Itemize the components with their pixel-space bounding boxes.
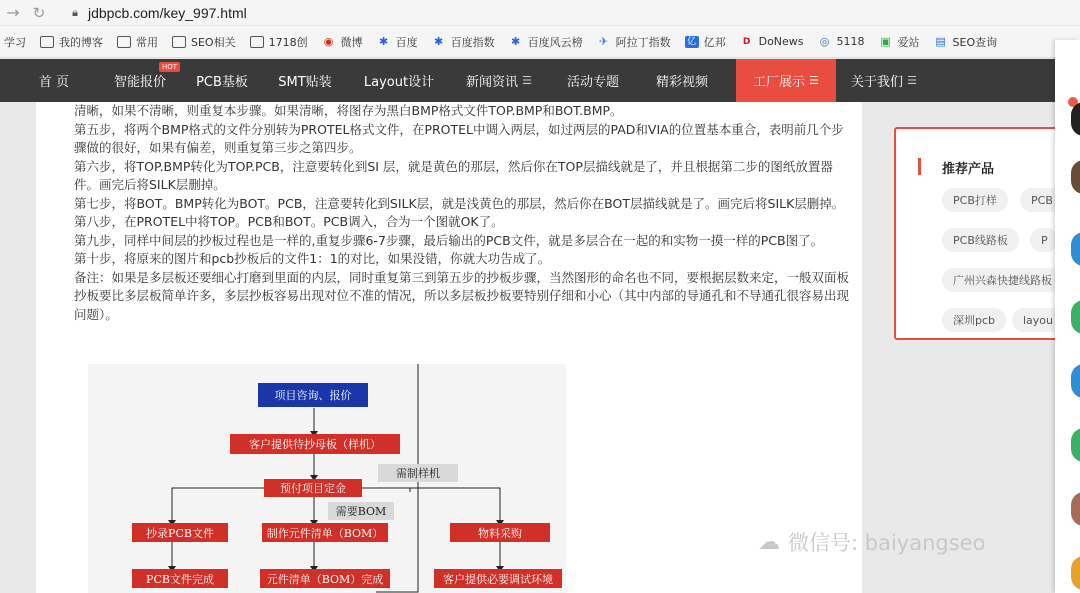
weibo-icon: ◉ <box>323 34 334 48</box>
folder-icon <box>172 36 186 48</box>
nav-label: 新闻资讯 <box>466 75 519 90</box>
bookmark-item[interactable] <box>322 34 363 50</box>
product-tag[interactable]: 深圳pcb <box>942 308 1006 332</box>
aizhan-icon: ▣ <box>880 34 891 48</box>
baidu-icon: ✱ <box>433 34 444 48</box>
bookmark-label: SEO查询 <box>952 35 998 49</box>
bookmark-item[interactable] <box>879 34 920 50</box>
nav-label: Layout设计 <box>363 75 435 90</box>
site-nav <box>0 59 1055 102</box>
nav-about[interactable] <box>836 59 932 102</box>
main-content <box>36 102 862 593</box>
menu-icon: ☰ <box>522 74 532 87</box>
nav-quote[interactable] <box>98 59 182 102</box>
bookmark-label: 常用 <box>136 35 158 49</box>
bookmark-label: SEO相关 <box>191 35 236 49</box>
flow-box-make-bom: 制作元件清单（BOM） <box>262 523 388 542</box>
article-paragraph: 第七步，将BOT。BMP转化为BOT。PCB，注意要转化到SILK层，就是浅黄色的那层，然后你在BOT层描线就是了。画完后将SILK层删掉。 <box>74 195 845 211</box>
menu-icon: ☰ <box>907 74 917 87</box>
avatar[interactable] <box>1071 300 1080 334</box>
watermark-text: 微信号: baiyangseo <box>788 531 986 555</box>
bookmark-label: 百度风云榜 <box>527 35 583 49</box>
aladdin-icon: ✈ <box>598 34 609 48</box>
bookmark-label: 百度 <box>395 35 418 49</box>
flow-box-need-sample: 需制样机 <box>378 464 458 482</box>
folder-icon <box>250 36 264 48</box>
nav-label: 首 页 <box>38 75 70 90</box>
bookmark-label: 学习 <box>4 35 26 49</box>
nav-label: PCB基板 <box>196 75 248 90</box>
wechat-icon: ☁ <box>758 529 780 555</box>
flow-box-need-bom: 需要BOM <box>328 502 394 520</box>
product-tag[interactable]: PCB <box>1020 188 1062 212</box>
bookmark-folder[interactable] <box>117 34 158 50</box>
bookmark-folder[interactable] <box>40 34 103 50</box>
bookmark-label: 亿邦 <box>703 35 726 49</box>
bookmark-item[interactable] <box>934 34 998 50</box>
bookmark-label: DoNews <box>758 35 804 48</box>
bookmarks-bar <box>0 26 1080 58</box>
avatar[interactable] <box>1071 492 1080 526</box>
browser-toolbar <box>0 0 1080 25</box>
avatar[interactable] <box>1071 428 1080 462</box>
menu-icon: ☰ <box>809 74 819 87</box>
product-tag[interactable]: PCB打样 <box>942 188 1008 212</box>
nav-label: 关于我们 <box>851 75 904 90</box>
article-paragraph: 第八步，在PROTEL中将TOP。PCB和BOT。PCB调入，合为一个图就OK了。 <box>74 214 504 229</box>
flow-box-purchase: 物料采购 <box>450 523 550 542</box>
bookmark-label: 阿拉丁指数 <box>615 35 671 49</box>
flow-box-bom-done: 元件清单（BOM）完成 <box>260 569 390 588</box>
nav-label: 精彩视频 <box>655 75 708 90</box>
title-accent-bar <box>918 158 921 175</box>
product-tag[interactable]: P <box>1030 228 1059 252</box>
nav-label: 活动专题 <box>566 75 619 90</box>
bookmark-item[interactable] <box>818 35 865 48</box>
bookmark-label: 我的博客 <box>59 35 103 49</box>
flow-box-env: 客户提供必要调试环境 <box>434 569 562 588</box>
nav-home[interactable] <box>22 59 86 102</box>
nav-activity[interactable] <box>548 59 638 102</box>
lock-icon[interactable]: 🔒︎ <box>72 5 78 19</box>
seo-query-icon: ▤ <box>935 34 946 48</box>
bookmark-item[interactable] <box>597 34 671 50</box>
bookmark-label: 1718创 <box>268 35 308 49</box>
flow-box-deposit: 预付项目定金 <box>264 479 362 497</box>
wechat-watermark <box>758 527 985 557</box>
bookmark-item[interactable] <box>377 34 418 50</box>
bookmark-item[interactable] <box>432 34 495 50</box>
flow-box-consult: 项目咨询、报价 <box>258 383 368 407</box>
bookmark-label: 微博 <box>340 35 363 49</box>
reload-icon[interactable]: ↻ <box>32 3 46 22</box>
url-text: jdbpcb.com/key_997.html <box>88 4 247 21</box>
baidu-icon: ✱ <box>378 34 389 48</box>
bookmark-item[interactable] <box>509 34 583 50</box>
article-body <box>74 102 856 324</box>
bookmark-item[interactable] <box>685 34 726 50</box>
5118-icon: ◎ <box>819 34 830 48</box>
article-paragraph: 备注：如果是多层板还要细心打磨到里面的内层，同时重复第三到第五步的抄板步骤，当然图形的命名也不同，要根据层数来定，一般双面板抄板要比多层板简单许多，多层抄板容易出现对位不准的情况，所以多层板抄板要特别仔细和小心（其中内部的导通孔和不导通孔很容易出现问题）。 <box>74 269 850 322</box>
bookmark-label: 百度指数 <box>450 35 495 49</box>
bookmark-label: 爱站 <box>897 35 920 49</box>
avatar[interactable] <box>1071 160 1080 194</box>
nav-news[interactable] <box>450 59 548 102</box>
avatar[interactable] <box>1071 102 1080 136</box>
flowchart-image <box>88 364 568 593</box>
product-tag[interactable]: 广州兴森快捷线路板 <box>942 268 1062 292</box>
flow-box-copy-pcb: 抄录PCB文件 <box>132 523 228 542</box>
folder-icon <box>117 36 131 48</box>
nav-pcb[interactable] <box>182 59 262 102</box>
panel-title: 推荐产品 <box>942 162 995 177</box>
folder-icon <box>40 36 54 48</box>
product-tag[interactable]: PCB线路板 <box>942 228 1019 252</box>
product-tag[interactable]: layou <box>1012 308 1062 332</box>
address-bar[interactable] <box>68 2 668 23</box>
avatar[interactable] <box>1071 364 1080 398</box>
hot-badge: HOT <box>159 62 180 72</box>
nav-video[interactable] <box>638 59 726 102</box>
bookmark-item[interactable] <box>4 34 26 50</box>
article-paragraph: 清晰，如果不清晰，则重复本步骤。如果清晰，将图存为黑白BMP格式文件TOP.BMP和BOT.BMP。 <box>74 103 623 118</box>
recommended-products-panel <box>894 127 1062 340</box>
bookmark-label: 5118 <box>836 35 865 48</box>
yibang-icon: 亿 <box>685 36 699 48</box>
article-paragraph: 第九步，同样中间层的抄板过程也是一样的,重复步骤6-7步骤，最后输出的PCB文件，就是多层合在一起的和实物一摸一样的PCB图了。 <box>74 232 824 248</box>
nav-label: SMT贴装 <box>278 75 332 90</box>
nav-label: 智能报价 <box>113 75 166 90</box>
nav-label: 工厂展示 <box>753 75 806 90</box>
nav-factory[interactable] <box>736 59 836 102</box>
flow-box-pcb-done: PCB文件完成 <box>132 569 228 588</box>
article-paragraph: 第五步，将两个BMP格式的文件分别转为PROTEL格式文件，在PROTEL中调入两层，如过两层的PAD和VIA的位置基本重合，表明前几个步骤做的很好，如果有偏差，则重复第三步之第四步。 <box>74 121 844 155</box>
flow-box-provide: 客户提供待抄母板（样机） <box>230 434 400 454</box>
nav-layout[interactable] <box>348 59 450 102</box>
avatar[interactable] <box>1071 232 1080 266</box>
donews-icon: D <box>742 36 751 47</box>
side-popup-strip <box>1055 40 1080 593</box>
article-paragraph: 第十步，将原来的图片和pcb抄板后的文件1：1的对比，如果没错，你就大功告成了。 <box>74 251 551 266</box>
bookmark-item[interactable] <box>740 35 804 48</box>
forward-arrow-icon[interactable]: → <box>6 3 20 22</box>
avatar[interactable] <box>1071 556 1080 590</box>
baidu-icon: ✱ <box>510 34 521 48</box>
bookmark-folder[interactable] <box>172 34 236 50</box>
nav-smt[interactable] <box>262 59 348 102</box>
bookmark-folder[interactable] <box>250 34 308 50</box>
article-paragraph: 第六步，将TOP.BMP转化为TOP.PCB，注意要转化到SI 层，就是黄色的那层，然后你在TOP层描线就是了，并且根据第二步的图纸放置器件。画完后将SILK层删掉。 <box>74 158 833 192</box>
